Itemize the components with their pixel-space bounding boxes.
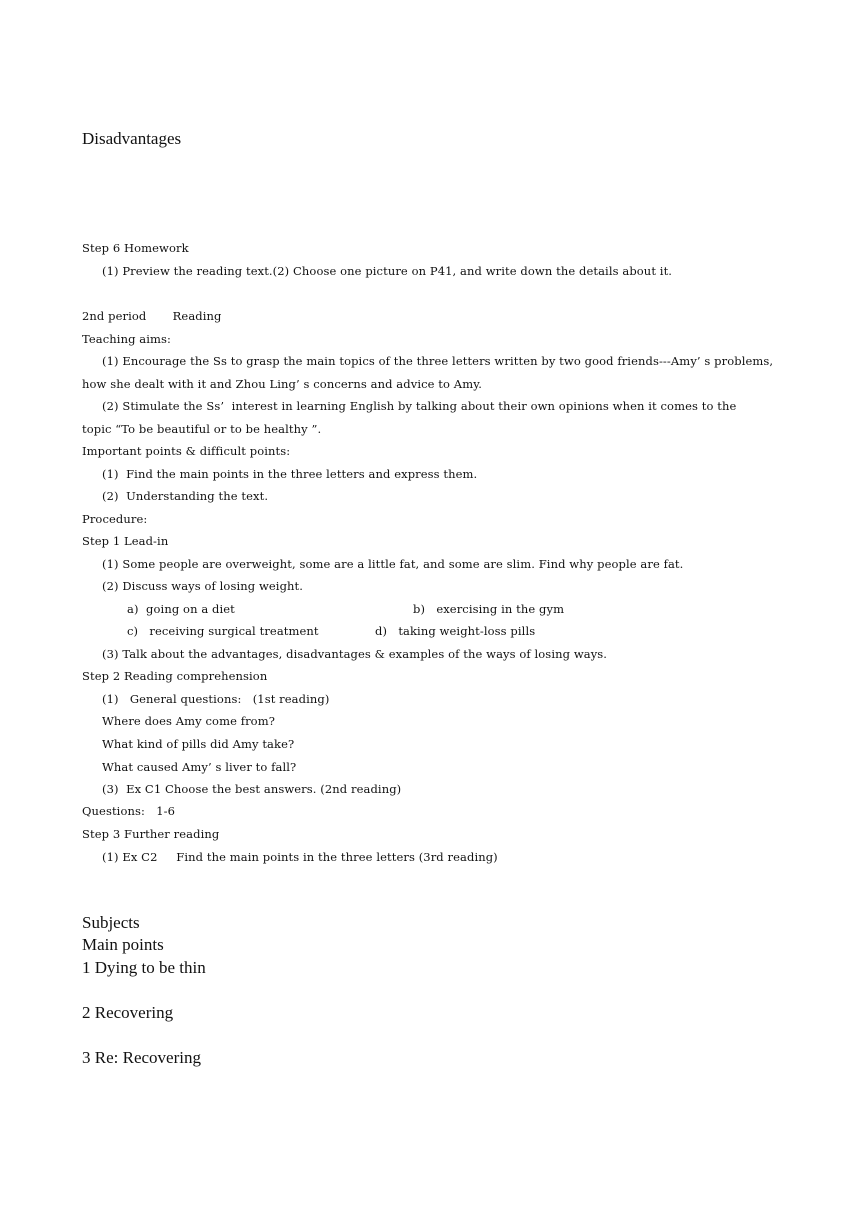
question-2: What kind of pills did Amy take?	[102, 737, 295, 751]
aim-1-line-2: how she dealt with it and Zhou Ling’ s concerns and advice to Amy.	[82, 377, 483, 391]
aim-2-line-2: topic “To be beautiful or to be healthy ”.	[82, 422, 322, 436]
important-point-1: (1) Find the main points in the three letters and express them.	[102, 467, 478, 481]
subject-row-2: 2 Recovering	[82, 1003, 174, 1022]
aim-1-line-1: (1) Encourage the Ss to grasp the main topics of the three letters written by two good friends---Amy’ s problems,	[102, 354, 774, 368]
step1-heading: Step 1 Lead-in	[82, 534, 169, 548]
step3-heading: Step 3 Further reading	[82, 827, 220, 841]
aim-2-line-1: (2) Stimulate the Ss’ interest in learning English by talking about their own opinions when it comes to the	[102, 399, 737, 413]
step2-item-3: (3) Ex C1 Choose the best answers. (2nd reading)	[102, 782, 402, 796]
step1-item-2: (2) Discuss ways of losing weight.	[102, 579, 304, 593]
procedure-label: Procedure:	[82, 512, 148, 526]
section-heading: Disadvantages	[82, 129, 182, 148]
subject-row-3: 3 Re: Recovering	[82, 1048, 201, 1067]
teaching-aims-label: Teaching aims:	[82, 332, 172, 346]
option-b: b) exercising in the gym	[413, 602, 565, 616]
step3-item-1: (1) Ex C2 Find the main points in the three letters (3rd reading)	[102, 850, 498, 864]
question-3: What caused Amy’ s liver to fall?	[102, 760, 297, 774]
option-a: a) going on a diet	[127, 602, 235, 616]
step6-item-1: (1) Preview the reading text.(2) Choose one picture on P41, and write down the details about it.	[102, 264, 673, 278]
option-c: c) receiving surgical treatment	[127, 624, 319, 638]
subjects-header: Subjects	[82, 913, 140, 932]
question-1: Where does Amy come from?	[102, 714, 275, 728]
important-points-label: Important points & difficult points:	[82, 444, 291, 458]
step2-heading: Step 2 Reading comprehension	[82, 669, 268, 683]
step1-item-1: (1) Some people are overweight, some are a little fat, and some are slim. Find why people are fat.	[102, 557, 684, 571]
main-points-header: Main points	[82, 935, 164, 954]
option-d: d) taking weight-loss pills	[375, 624, 536, 638]
subject-row-1: 1 Dying to be thin	[82, 958, 206, 977]
period-heading: 2nd period Reading	[82, 309, 222, 323]
important-point-2: (2) Understanding the text.	[102, 489, 269, 503]
step1-item-3: (3) Talk about the advantages, disadvantages & examples of the ways of losing ways.	[102, 647, 608, 661]
step6-heading: Step 6 Homework	[82, 241, 189, 255]
step2-item-1: (1) General questions: (1st reading)	[102, 692, 330, 706]
questions-range: Questions: 1-6	[82, 804, 176, 818]
